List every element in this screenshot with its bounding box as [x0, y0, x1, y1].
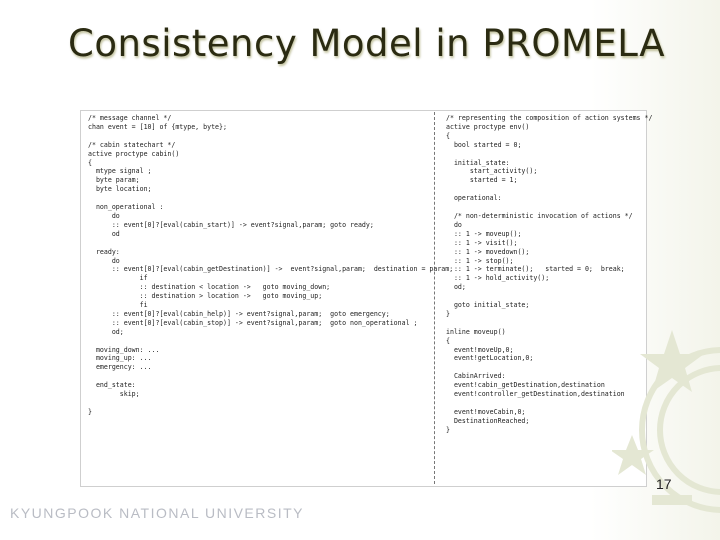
university-seal-icon: [612, 300, 720, 540]
code-cabin-statechart: /* message channel */ chan event = [10] of {mtype, byte}; /* cabin statechart */ active proctype cabin() { mtype signal ; byte param; byte location; non_operational : do :: event[0]?[eval(cabin_start)] -> event?signal,param; goto ready; od ready: do :: event[0]?[eval(cabin_getDestination)] -> event?signal,param; destination = param; if :: destination < location -> goto moving_down; :: destination > location -> goto moving_up; fi :: event[0]?[eval(cabin_help)] -> event?signal,param; goto emergency; :: event[0]?[eval(cabin_stop)] -> event?signal,param; goto non_operational ; od; moving_down: ... moving_up: ... emergency: ... end_state: skip; }: [88, 114, 454, 416]
code-env-process: /* representing the composition of action systems */ active proctype env() { bool started = 0; initial_state: start_activity(); started = 1; operational: /* non-deterministic invocation of actions */ do :: 1 -> moveup(); :: 1 -> visit(); :: 1 -> movedown(); :: 1 -> stop(); :: 1 -> terminate(); started = 0; break; :: 1 -> hold_activity(); od; goto initial_state; } inline moveup() { event!moveUp,0; event!getLocation,0; CabinArrived: event!cabin_getDestination,destination event!controller_getDestination,destination event!moveCabin,0; DestinationReached; }: [446, 114, 653, 434]
university-logo-text: KYUNGPOOK NATIONAL UNIVERSITY: [10, 505, 304, 521]
slide-title: Consistency Model in PROMELA: [68, 22, 666, 65]
page-number: 17: [656, 476, 672, 492]
